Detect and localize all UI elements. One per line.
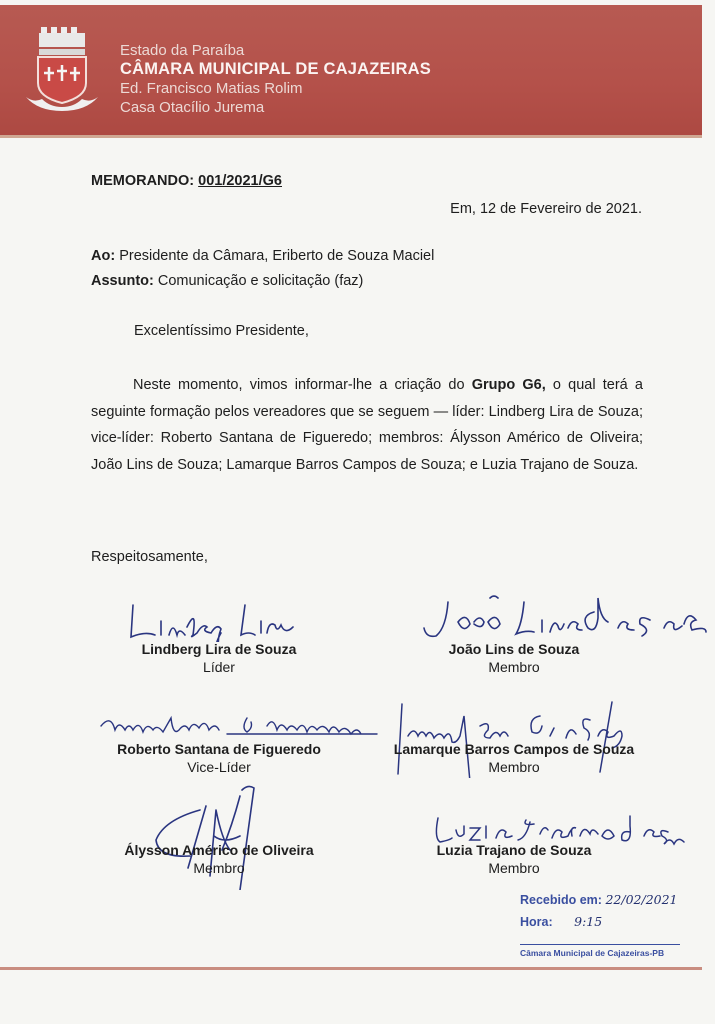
signature-block-leader xyxy=(94,641,344,675)
received-date: 22/02/2021 xyxy=(605,892,678,907)
signature-scribble-lindberg xyxy=(125,597,305,642)
memo-label: MEMORANDO: xyxy=(91,173,195,189)
signatory-role: Líder xyxy=(203,659,235,675)
time-label: Hora: xyxy=(520,915,553,929)
body-group-name: Grupo G6, xyxy=(471,377,546,393)
subject-value: Comunicação e solicitação (faz) xyxy=(157,273,364,289)
closing: Respeitosamente, xyxy=(91,549,208,565)
signatory-role: Membro xyxy=(488,759,540,775)
recipient-value: Presidente da Câmara, Eriberto de Souza Maciel xyxy=(119,248,435,264)
received-row xyxy=(520,892,700,914)
memo-title xyxy=(91,173,282,189)
footer-rule xyxy=(0,967,702,970)
letterhead-text xyxy=(120,41,431,117)
coat-of-arms-icon xyxy=(24,23,100,113)
building-name: Ed. Francisco Matias Rolim xyxy=(120,80,303,97)
subject-label: Assunto: xyxy=(91,273,154,289)
signature-block-member-lamarque xyxy=(389,741,639,775)
memo-body xyxy=(91,372,643,478)
signatory-name: João Lins de Souza xyxy=(448,641,580,657)
received-stamp xyxy=(520,892,700,958)
signatory-name: Lamarque Barros Campos de Souza xyxy=(393,741,635,757)
recipient-line xyxy=(91,248,434,264)
memo-date: Em, 12 de Fevereiro de 2021. xyxy=(450,201,642,217)
signatory-role: Membro xyxy=(488,659,540,675)
signatory-name: Álysson Américo de Oliveira xyxy=(124,842,314,858)
signatory-role: Vice-Líder xyxy=(187,759,251,775)
signature-scribble-luzia xyxy=(430,810,690,846)
signatory-role: Membro xyxy=(488,860,540,876)
memo-number: 001/2021/G6 xyxy=(198,173,282,189)
received-label: Recebido em: xyxy=(520,893,602,907)
signatory-name: Lindberg Lira de Souza xyxy=(141,641,297,657)
signatory-name: Roberto Santana de Figueredo xyxy=(117,741,321,757)
body-part-2: o qual terá a seguinte formação pelos vereadores que se seguem — líder: Lindberg Lira de Souza; vice-líder: Roberto Santana de Figueredo; membros: Álysson Américo de Oliveira; João Lins de Souza; Lamarque Barros Campos de Souza; e Luzia Trajano de Souza. xyxy=(91,377,643,473)
body-part-1: Neste momento, vimos informar-lhe a criação do xyxy=(133,377,472,393)
time-row xyxy=(520,914,700,936)
chamber-name: CÂMARA MUNICIPAL DE CAJAZEIRAS xyxy=(120,60,431,78)
signature-scribble-roberto xyxy=(97,708,387,740)
salutation: Excelentíssimo Presidente, xyxy=(134,323,309,339)
signatory-name: Luzia Trajano de Souza xyxy=(436,842,592,858)
signature-block-member-alysson xyxy=(94,842,344,876)
stamp-footer: Câmara Municipal de Cajazeiras-PB xyxy=(520,948,665,958)
signatory-role: Membro xyxy=(193,860,245,876)
state-name: Estado da Paraíba xyxy=(120,42,245,59)
recipient-label: Ao: xyxy=(91,248,116,264)
signature-block-member-luzia xyxy=(389,842,639,876)
house-name: Casa Otacílio Jurema xyxy=(120,99,265,116)
received-time: 9:15 xyxy=(574,914,603,929)
signature-block-member-joao xyxy=(389,641,639,675)
stamp-signature-line xyxy=(520,944,680,945)
subject-line xyxy=(91,273,363,289)
signature-scribble-joao xyxy=(418,588,713,648)
signature-block-vice-leader xyxy=(94,741,344,775)
letterhead xyxy=(0,5,702,138)
